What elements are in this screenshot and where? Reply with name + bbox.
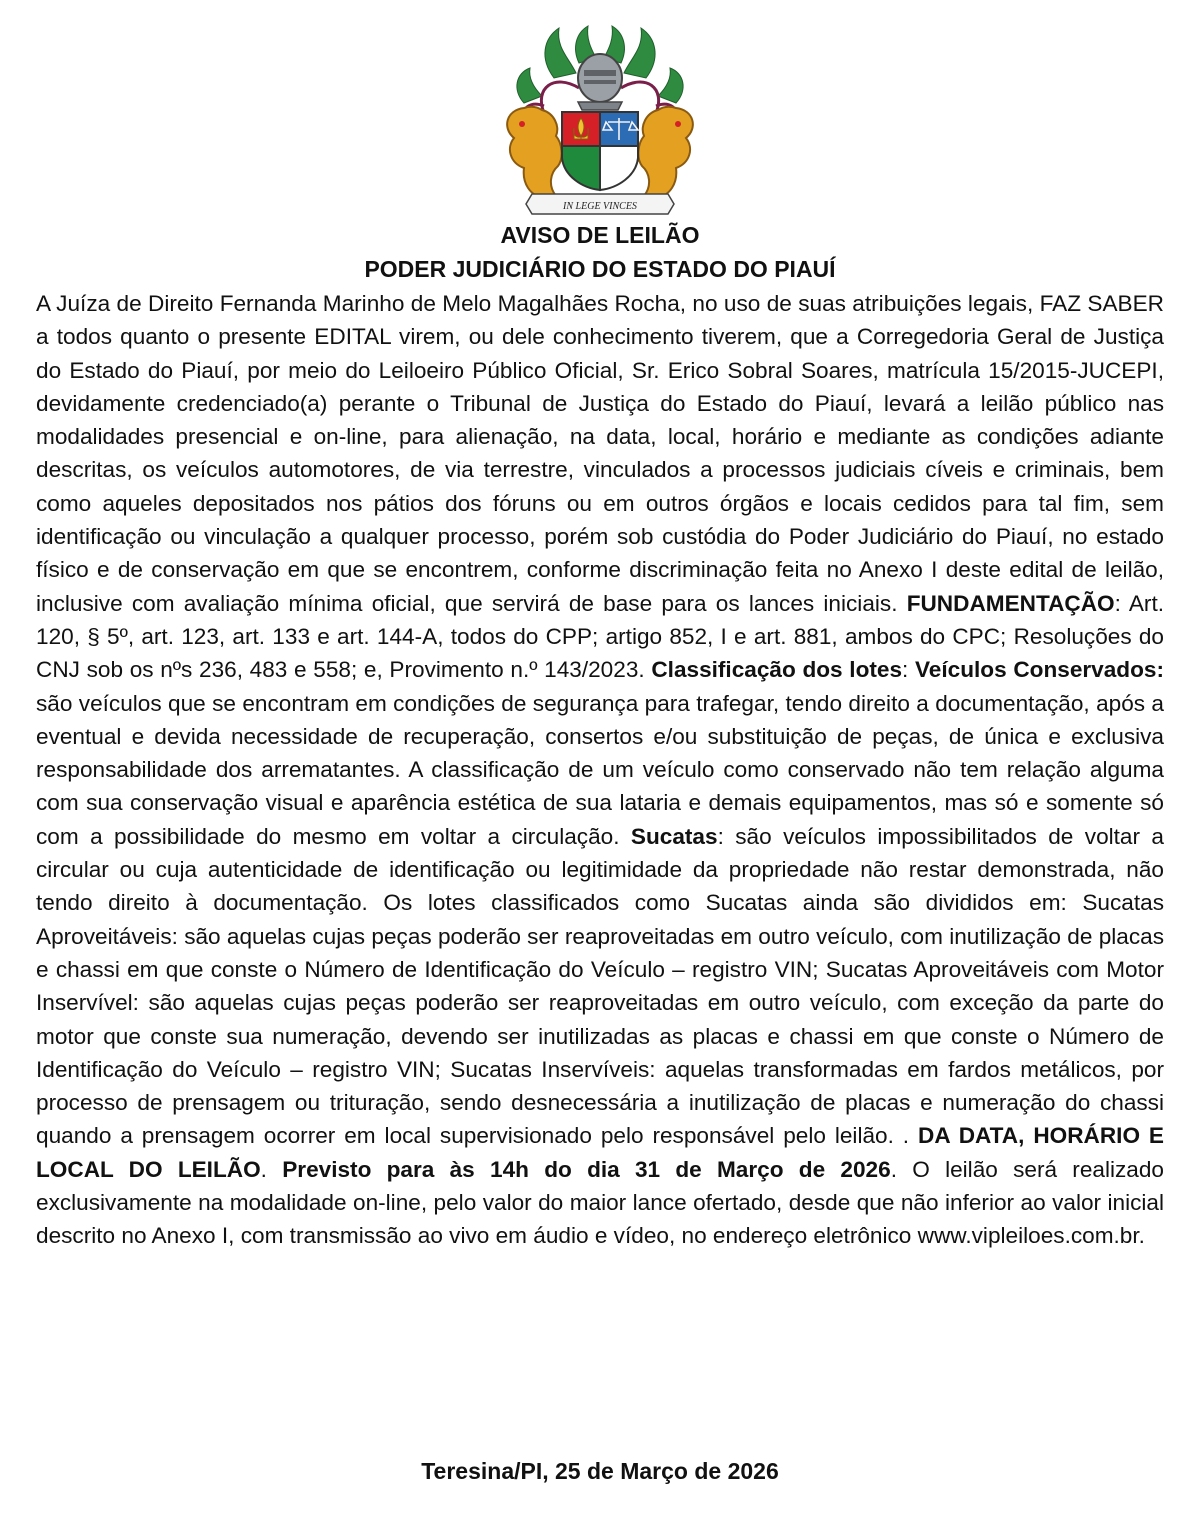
body-bold-fundamentacao: FUNDAMENTAÇÃO	[906, 590, 1115, 616]
notice-title: AVISO DE LEILÃO	[500, 222, 700, 248]
body-text-segment: : são veículos impossibilitados de voltar a circular ou cuja autenticidade de identificação ou legitimidade da propriedade não restar demonstrada, não tendo direito à documentação. Os lotes classificados como Sucatas ainda são divididos em: Sucatas Aproveitáveis: são aquelas cujas peças poderão ser reaproveitadas em outro veículo, com inutilização de placas e chassi em que conste o Número de Identificação do Veículo – registro VIN; Sucatas Aproveitáveis com Motor Inservível: são aquelas cujas peças poderão ser reaproveitadas em outro veículo, com exceção da parte do motor que conste sua numeração, devendo ser inutilizadas as placas e chassi em que conste o Número de Identificação do Veículo – registro VIN; Sucatas Inservíveis: aquelas transformadas em fardos metálicos, por processo de prensagem ou trituração, sendo desnecessária a inutilização de placas e numeração do chassi quando a prensagem ocorrer em local supervisionado pelo responsável pelo leilão. .	[36, 823, 1164, 1149]
body-text-segment: A Juíza de Direito Fernanda Marinho de Melo Magalhães Rocha, no uso de suas atribuições legais, FAZ SABER a todos quanto o presente EDITAL virem, ou dele conhecimento tiverem, que a Corregedoria Geral de Justiça do Estado do Piauí, por meio do Leiloeiro Público Oficial, Sr. Erico Sobral Soares, matrícula 15/2015-JUCEPI, devidamente credenciado(a) perante o Tribunal de Justiça do Estado do Piauí, levará a leilão público nas modalidades presencial e on-line, para alienação, na data, local, horário e mediante as condições adiante descritas, os veículos automotores, de via terrestre, vinculados a processos judiciais cíveis e criminais, bem como aqueles depositados nos pátios dos fóruns ou em outros órgãos e locais cedidos para tal fim, sem identificação ou vinculação a qualquer processo, porém sob custódia do Poder Judiciário do Piauí, no estado físico e de conservação em que se encontrem, conforme discriminação feita no Anexo I deste edital de leilão, inclusive com avaliação mínima oficial, que servirá de base para os lances iniciais.	[36, 291, 1164, 616]
notice-body	[36, 287, 1164, 1253]
body-text-segment: são veículos que se encontram em condições de segurança para trafegar, tendo direito a documentação, após a eventual e devida necessidade de recuperação, consertos e/ou substituição de peças, de única e exclusiva responsabilidade dos arrematantes. A classificação de um veículo como conservado não tem relação alguma com sua conservação visual e aparência estética de sua lataria e demais equipamentos, mas só e somente só com a possibilidade do mesmo em voltar a circulação.	[36, 690, 1164, 849]
body-bold-data-horario-local: DA DATA, HORÁRIO E LOCAL DO LEILÃO	[36, 1123, 1165, 1182]
body-text-segment: : Art. 120, § 5º, art. 123, art. 133 e art. 144-A, todos do CPP; artigo 852, I e art. 881, ambos do CPC; Resoluções do CNJ sob os nºs 236, 483 e 558; e, Provimento n.º 143/2023.	[36, 590, 1164, 683]
crest-motto: IN LEGE VINCES	[563, 201, 637, 212]
coat-of-arms-icon	[484, 18, 716, 218]
body-text-segment: . O leilão será realizado exclusivamente na modalidade on-line, pelo valor do maior lance ofertado, desde que não inferior ao valor inicial descrito no Anexo I, com transmissão ao vivo em áudio e vídeo, no endereço eletrônico www.vipleiloes.com.br.	[36, 1156, 1164, 1249]
closing-date-line: Teresina/PI, 25 de Março de 2026	[421, 1458, 779, 1484]
body-bold-sucatas: Sucatas	[630, 823, 718, 849]
body-bold-classificacao: Classificação dos lotes	[651, 657, 903, 683]
body-bold-previsto: Previsto para às 14h do dia 31 de Março de 2026	[282, 1156, 891, 1182]
body-text-segment: :	[902, 657, 915, 683]
body-bold-veiculos-conservados: Veículos Conservados:	[914, 657, 1164, 683]
notice-subtitle: PODER JUDICIÁRIO DO ESTADO DO PIAUÍ	[364, 256, 836, 282]
body-text-segment: .	[260, 1156, 283, 1182]
